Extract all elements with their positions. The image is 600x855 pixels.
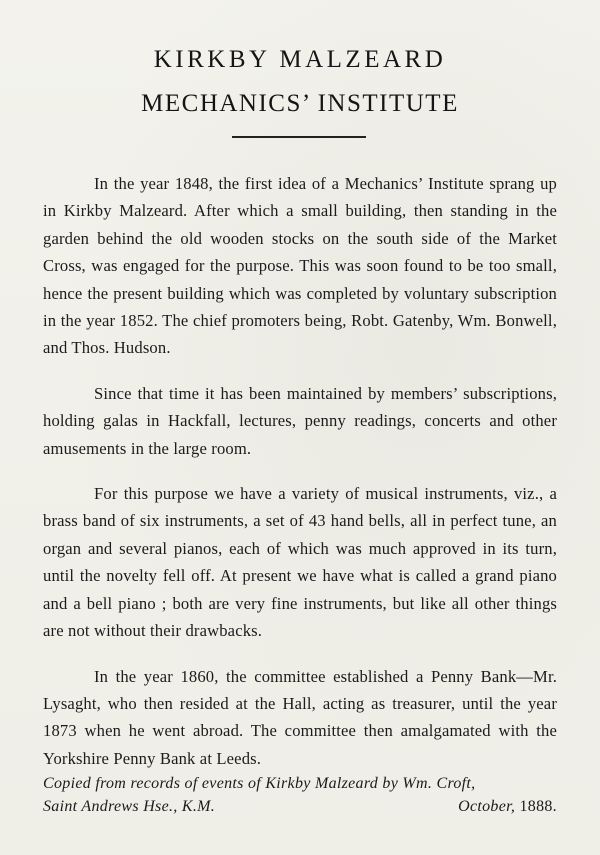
footer-address: Saint Andrews Hse., K.M.: [43, 798, 216, 815]
title-divider-rule: [232, 136, 366, 138]
footer-month: October,: [458, 798, 516, 815]
document-title: [0, 38, 600, 126]
paragraph-3: For this purpose we have a variety of musical instruments, viz., a brass band of six instruments, a set of 43 hand bells, all in perfect tune, an organ and several pianos, each of which was much approved in its turn, until the novelty fell off. At present we have what is called a grand piano and a bell piano ; both are very fine instruments, but like all other things are not without their drawbacks.: [43, 484, 557, 641]
document-body: [43, 170, 557, 790]
footer-year: 1888.: [515, 798, 557, 815]
title-line-2: MECHANICS’ INSTITUTE: [141, 90, 459, 117]
paragraph-4: In the year 1860, the committee established a Penny Bank—Mr. Lysaght, who then resided at the Hall, acting as treasurer, until the year 1873 when he went abroad. The committee then amalgamated with the Yorkshire Penny Bank at Leeds.: [43, 666, 557, 768]
footer-line-1: Copied from records of events of Kirkby Malzeard by Wm. Croft,: [43, 775, 476, 792]
paragraph-2: Since that time it has been maintained by members’ subscriptions, holding galas in Hackfall, lectures, penny readings, concerts and other amusements in the large room.: [43, 383, 557, 458]
footer-line-2: [43, 795, 557, 818]
attribution-footer: [43, 772, 557, 818]
paragraph-1: In the year 1848, the first idea of a Mechanics’ Institute sprang up in Kirkby Malzeard. After which a small building, then standing in the garden behind the old wooden stocks on the south side of the Market Cross, was engaged for the purpose. This was soon found to be too small, hence the present building which was completed by voluntary subscription in the year 1852. The chief promoters being, Robt. Gatenby, Wm. Bonwell, and Thos. Hudson.: [43, 174, 557, 358]
footer-date: [458, 795, 557, 818]
title-line-1: KIRKBY MALZEARD: [153, 46, 447, 73]
